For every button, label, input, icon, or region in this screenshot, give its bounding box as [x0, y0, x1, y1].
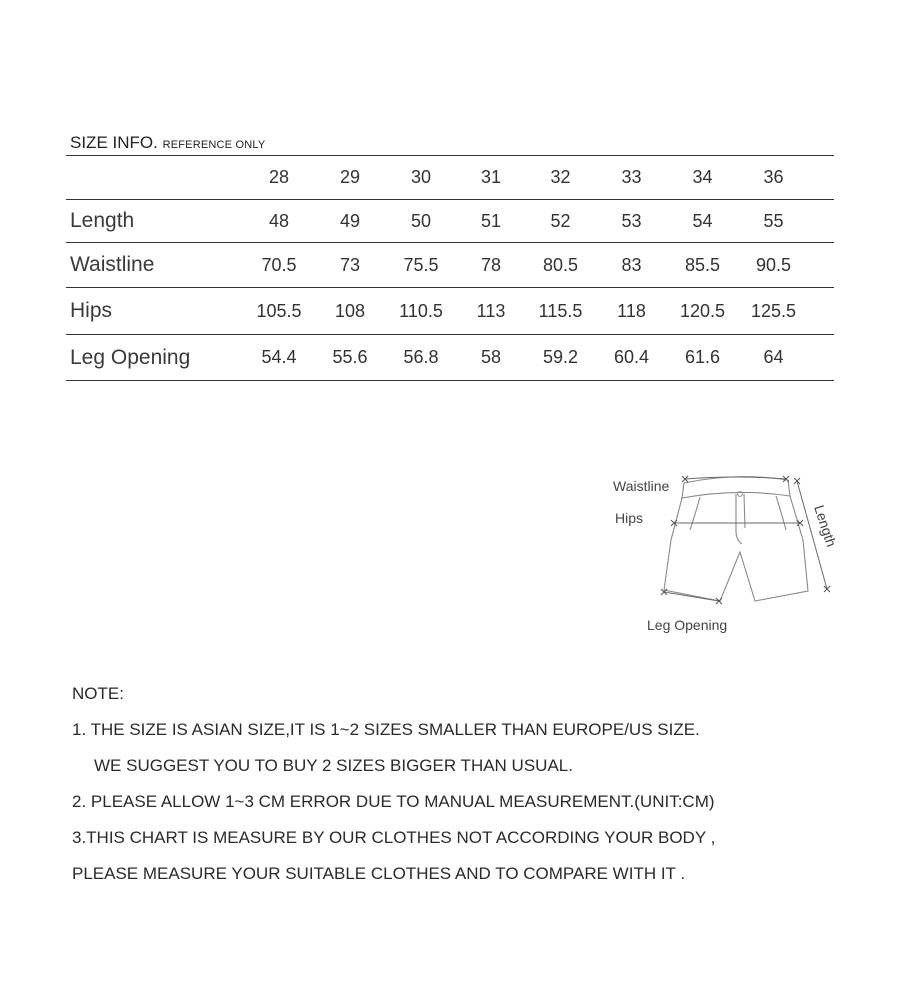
right-pocket — [776, 496, 786, 530]
size-header-cell: 33 — [596, 156, 667, 200]
size-header-cell: 31 — [457, 156, 525, 200]
diagram-leg-opening-label: Leg Opening — [647, 617, 728, 633]
table-cell: 54 — [667, 200, 738, 243]
trailing-cell — [809, 200, 834, 243]
table-cell: 59.2 — [525, 335, 596, 381]
trailing-cell — [809, 156, 834, 200]
table-row-length — [66, 200, 834, 243]
table-cell: 56.8 — [385, 335, 457, 381]
table-cell: 80.5 — [525, 243, 596, 288]
title-subtitle: REFERENCE ONLY — [162, 139, 266, 151]
table-cell: 58 — [457, 335, 525, 381]
note-3-line-1: 3.THIS CHART IS MEASURE BY OUR CLOTHES NOT ACCORDING YOUR BODY , — [72, 828, 716, 847]
trailing-cell — [809, 243, 834, 288]
size-header-row — [66, 156, 834, 200]
table-cell: 78 — [457, 243, 525, 288]
size-header-cell: 28 — [243, 156, 315, 200]
table-row-leg-opening — [66, 335, 834, 381]
title-main: SIZE INFO. — [70, 133, 158, 152]
table-cell: 50 — [385, 200, 457, 243]
diagram-length-label: Length — [811, 502, 840, 549]
table-cell: 85.5 — [667, 243, 738, 288]
notes-section — [72, 682, 872, 898]
row-label: Leg Opening — [66, 335, 243, 381]
note-1-line-1: 1. THE SIZE IS ASIAN SIZE,IT IS 1~2 SIZES SMALLER THAN EUROPE/US SIZE. — [72, 720, 700, 739]
table-cell: 120.5 — [667, 288, 738, 335]
table-cell: 52 — [525, 200, 596, 243]
length-top-x-mark — [794, 478, 800, 484]
length-bottom-x-mark — [824, 586, 830, 592]
leg-opening-measure-line — [664, 592, 719, 601]
note-3-line-2: PLEASE MEASURE YOUR SUITABLE CLOTHES AND TO COMPARE WITH IT . — [72, 864, 686, 883]
table-cell: 75.5 — [385, 243, 457, 288]
table-cell: 108 — [315, 288, 385, 335]
trailing-cell — [809, 288, 834, 335]
table-cell: 53 — [596, 200, 667, 243]
diagram-hips-label: Hips — [615, 510, 644, 526]
size-header-cell: 30 — [385, 156, 457, 200]
table-row-waistline — [66, 243, 834, 288]
fly-seam — [736, 494, 742, 544]
table-cell: 110.5 — [385, 288, 457, 335]
row-label: Hips — [66, 288, 243, 335]
size-table — [66, 155, 834, 381]
size-header-cell: 29 — [315, 156, 385, 200]
trailing-cell — [809, 335, 834, 381]
shorts-measurement-diagram — [600, 465, 850, 645]
waistline-measure-line — [685, 477, 786, 479]
table-cell: 105.5 — [243, 288, 315, 335]
header-empty-cell — [66, 156, 243, 200]
table-cell: 90.5 — [738, 243, 809, 288]
table-cell: 118 — [596, 288, 667, 335]
table-cell: 73 — [315, 243, 385, 288]
note-1-line-2: WE SUGGEST YOU TO BUY 2 SIZES BIGGER THAN USUAL. — [94, 756, 573, 775]
table-cell: 70.5 — [243, 243, 315, 288]
table-cell: 83 — [596, 243, 667, 288]
size-header-cell: 32 — [525, 156, 596, 200]
table-cell: 49 — [315, 200, 385, 243]
table-cell: 113 — [457, 288, 525, 335]
table-cell: 64 — [738, 335, 809, 381]
table-cell: 115.5 — [525, 288, 596, 335]
table-row-hips — [66, 288, 834, 335]
note-2: 2. PLEASE ALLOW 1~3 CM ERROR DUE TO MANUAL MEASUREMENT.(UNIT:CM) — [72, 792, 715, 811]
table-cell: 54.4 — [243, 335, 315, 381]
left-pocket — [690, 497, 700, 530]
diagram-waistline-label: Waistline — [613, 478, 670, 494]
table-cell: 55.6 — [315, 335, 385, 381]
table-cell: 48 — [243, 200, 315, 243]
table-cell: 51 — [457, 200, 525, 243]
table-cell: 60.4 — [596, 335, 667, 381]
table-cell: 61.6 — [667, 335, 738, 381]
size-info-title — [70, 133, 265, 153]
table-cell: 125.5 — [738, 288, 809, 335]
row-label: Length — [66, 200, 243, 243]
size-header-cell: 36 — [738, 156, 809, 200]
size-header-cell: 34 — [667, 156, 738, 200]
table-cell: 55 — [738, 200, 809, 243]
row-label: Waistline — [66, 243, 243, 288]
notes-heading: NOTE: — [72, 684, 124, 703]
